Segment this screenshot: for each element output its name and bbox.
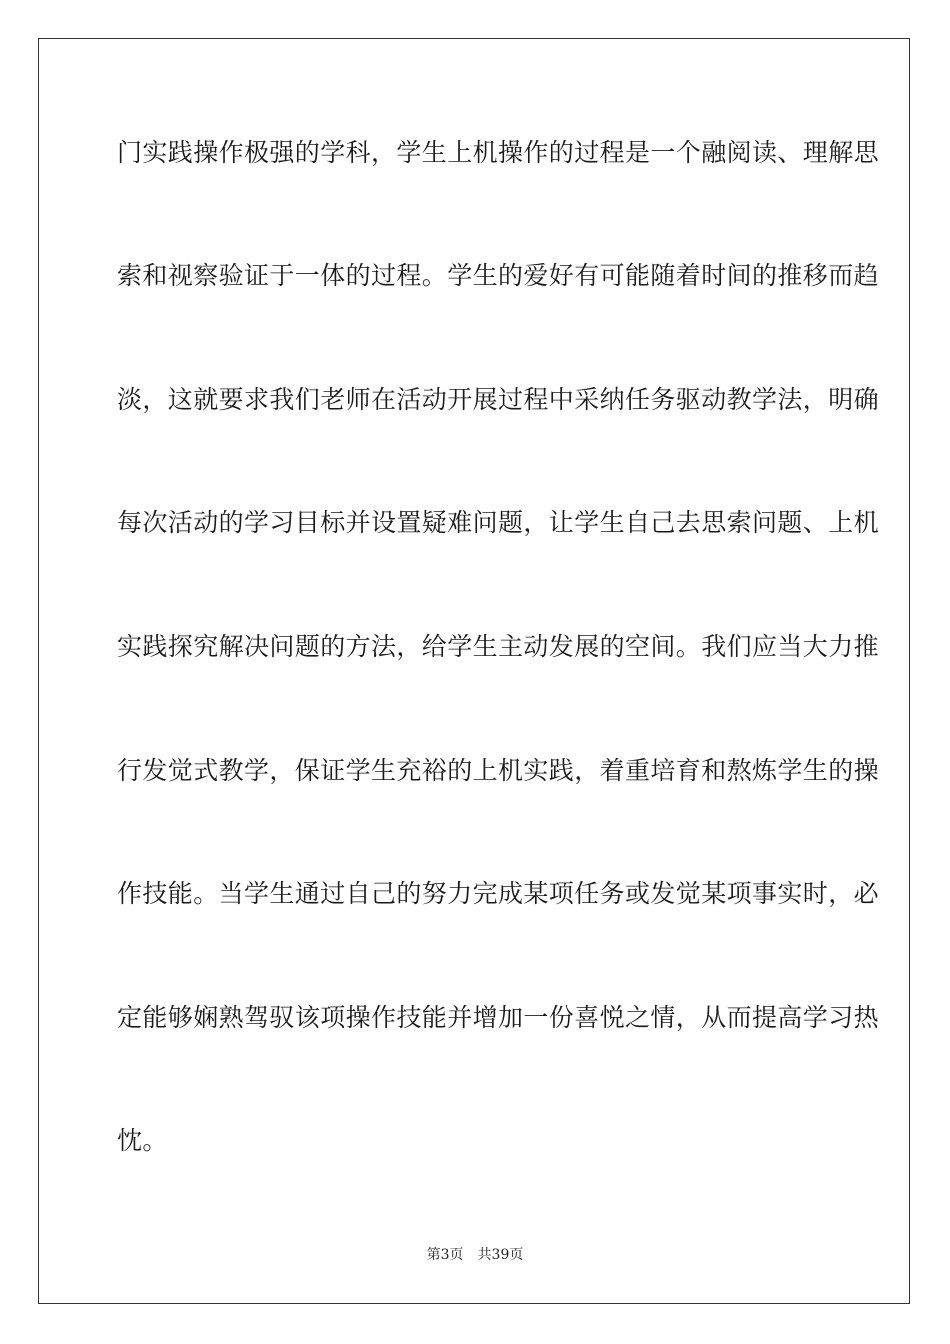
total-pages: 共39页 bbox=[477, 1247, 524, 1263]
body-text-line: 索和视察验证于一体的过程。学生的爱好有可能随着时间的推移而趋 bbox=[117, 261, 880, 290]
body-text-line: 行发觉式教学，保证学生充裕的上机实践，着重培育和熬炼学生的操 bbox=[117, 756, 880, 785]
body-text-line: 定能够娴熟驾驭该项操作技能并增加一份喜悦之情，从而提高学习热 bbox=[117, 1003, 880, 1032]
body-text-line: 每次活动的学习目标并设置疑难问题，让学生自己去思索问题、上机 bbox=[117, 508, 880, 537]
body-text-line: 淡，这就要求我们老师在活动开展过程中采纳任务驱动教学法，明确 bbox=[117, 385, 880, 414]
body-text-line: 作技能。当学生通过自己的努力完成某项任务或发觉某项事实时，必 bbox=[117, 879, 880, 908]
body-text-line: 实践探究解决问题的方法，给学生主动发展的空间。我们应当大力推 bbox=[117, 632, 880, 661]
page-footer bbox=[0, 1246, 950, 1264]
page-number: 第3页 bbox=[426, 1247, 464, 1263]
page-border bbox=[38, 38, 910, 1304]
body-text-line: 忱。 bbox=[117, 1126, 168, 1155]
body-text-line: 门实践操作极强的学科，学生上机操作的过程是一个融阅读、理解思 bbox=[117, 138, 880, 167]
